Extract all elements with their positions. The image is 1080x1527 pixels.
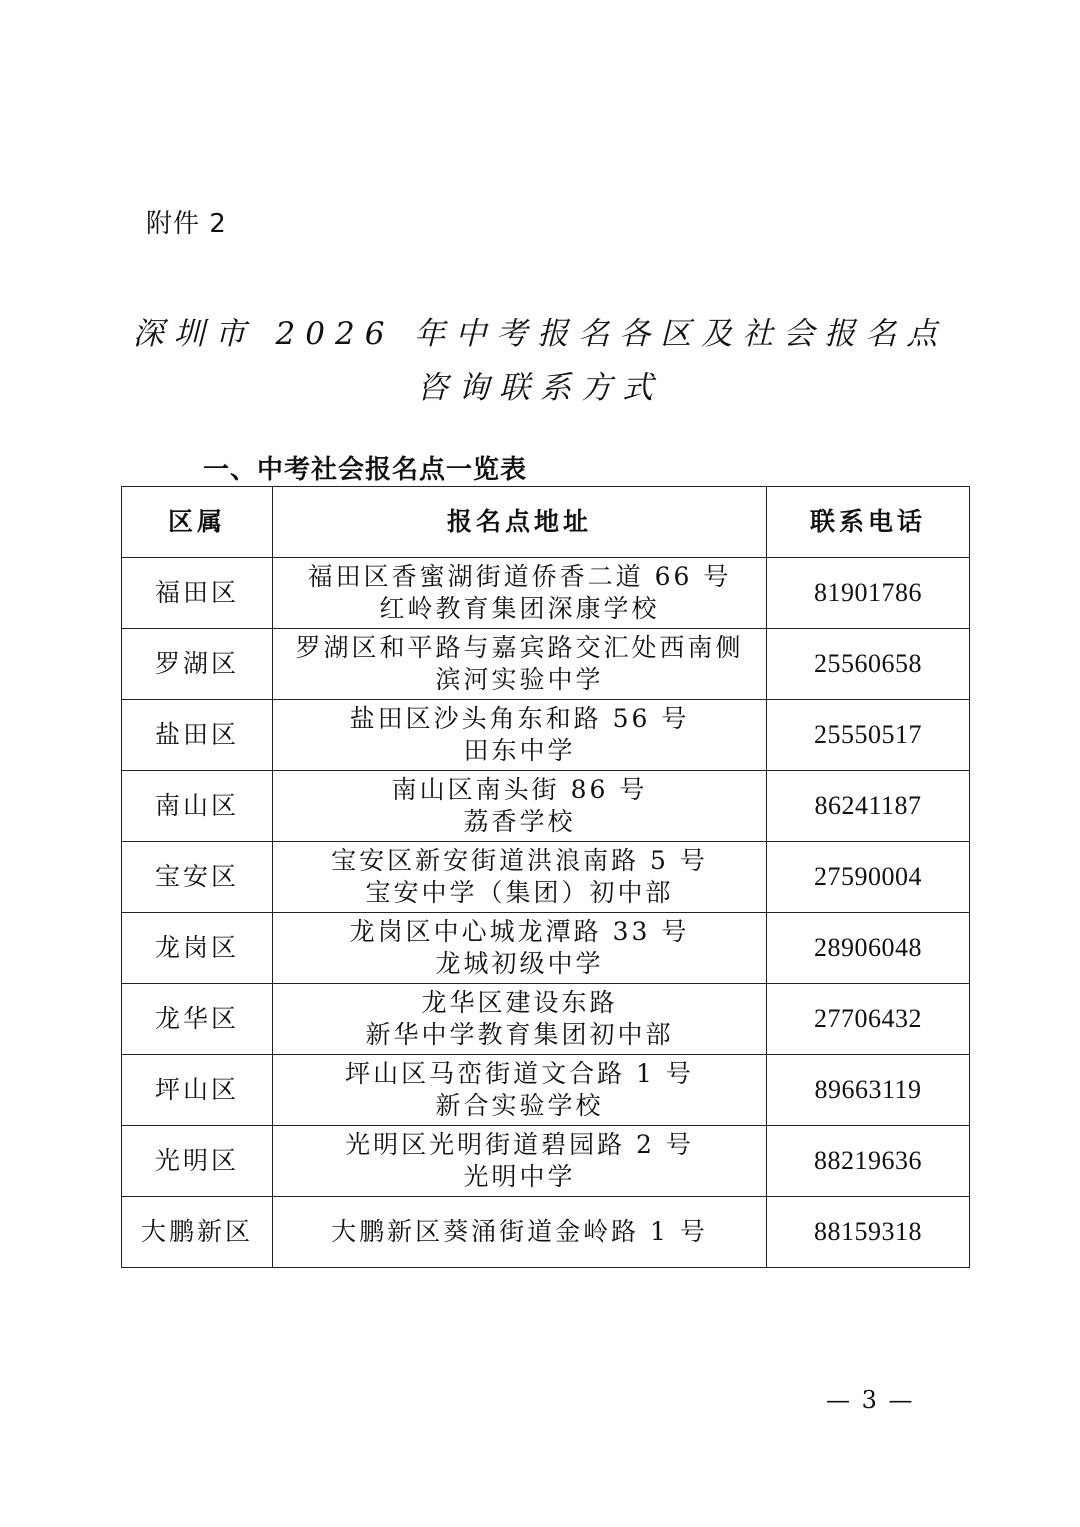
page-number: — 3 —	[826, 1386, 915, 1414]
document-title-line1: 深圳市 2026 年中考报名各区及社会报名点	[132, 316, 948, 352]
address-cell	[273, 558, 767, 629]
district-cell: 龙岗区	[122, 913, 273, 984]
address-line: 荔香学校	[463, 807, 576, 836]
address-cell	[273, 842, 767, 913]
phone-cell: 25560658	[767, 629, 970, 700]
table-row	[122, 1055, 970, 1126]
district-cell: 福田区	[122, 558, 273, 629]
header-district: 区属	[122, 487, 273, 558]
district-cell: 光明区	[122, 1126, 273, 1197]
district-cell: 大鹏新区	[122, 1197, 273, 1268]
address-line: 宝安区新安街道洪浪南路 5 号	[331, 846, 708, 875]
attachment-label: 附件 2	[146, 209, 227, 239]
registration-points-table	[121, 486, 970, 1268]
table-row	[122, 1126, 970, 1197]
address-cell	[273, 913, 767, 984]
table-row	[122, 1197, 970, 1268]
district-cell: 盐田区	[122, 700, 273, 771]
address-line: 盐田区沙头角东和路 56 号	[349, 704, 690, 733]
phone-cell: 27706432	[767, 984, 970, 1055]
table-row	[122, 771, 970, 842]
phone-cell: 89663119	[767, 1055, 970, 1126]
district-cell: 罗湖区	[122, 629, 273, 700]
phone-cell: 27590004	[767, 842, 970, 913]
address-line: 龙华区建设东路	[421, 988, 618, 1017]
phone-cell: 88159318	[767, 1197, 970, 1268]
address-cell	[273, 1055, 767, 1126]
address-line: 光明中学	[463, 1162, 576, 1191]
address-line: 新合实验学校	[435, 1091, 604, 1120]
address-line: 大鹏新区葵涌街道金岭路 1 号	[331, 1217, 708, 1246]
table-row	[122, 984, 970, 1055]
district-cell: 龙华区	[122, 984, 273, 1055]
table-row	[122, 629, 970, 700]
address-cell	[273, 984, 767, 1055]
district-cell: 南山区	[122, 771, 273, 842]
address-cell	[273, 700, 767, 771]
address-cell	[273, 1126, 767, 1197]
district-cell: 宝安区	[122, 842, 273, 913]
table-row	[122, 913, 970, 984]
document-title-line2: 咨询联系方式	[417, 370, 663, 406]
address-cell	[273, 1197, 767, 1268]
address-line: 坪山区马峦街道文合路 1 号	[345, 1059, 694, 1088]
address-line: 罗湖区和平路与嘉宾路交汇处西南侧	[295, 633, 744, 662]
phone-cell: 25550517	[767, 700, 970, 771]
phone-cell: 88219636	[767, 1126, 970, 1197]
table-header-row	[122, 487, 970, 558]
phone-cell: 81901786	[767, 558, 970, 629]
address-line: 南山区南头街 86 号	[391, 775, 648, 804]
address-line: 光明区光明街道碧园路 2 号	[345, 1130, 694, 1159]
header-phone: 联系电话	[767, 487, 970, 558]
district-cell: 坪山区	[122, 1055, 273, 1126]
section-heading: 一、中考社会报名点一览表	[203, 455, 528, 485]
address-line: 龙岗区中心城龙潭路 33 号	[349, 917, 690, 946]
table-row	[122, 558, 970, 629]
address-line: 红岭教育集团深康学校	[379, 594, 660, 623]
address-line: 宝安中学（集团）初中部	[365, 878, 674, 907]
address-line: 新华中学教育集团初中部	[365, 1020, 674, 1049]
address-line: 福田区香蜜湖街道侨香二道 66 号	[307, 562, 732, 591]
header-address: 报名点地址	[273, 487, 767, 558]
address-cell	[273, 629, 767, 700]
address-line: 滨河实验中学	[435, 665, 604, 694]
phone-cell: 28906048	[767, 913, 970, 984]
phone-cell: 86241187	[767, 771, 970, 842]
address-line: 龙城初级中学	[435, 949, 604, 978]
address-line: 田东中学	[463, 736, 576, 765]
table-row	[122, 700, 970, 771]
address-cell	[273, 771, 767, 842]
table-row	[122, 842, 970, 913]
